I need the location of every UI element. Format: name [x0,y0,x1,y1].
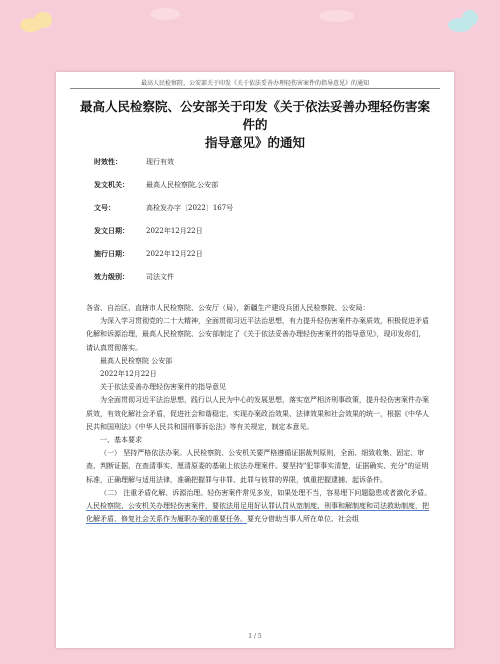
item-2-paragraph [86,487,432,527]
title-line-1: 最高人民检察院、公安部关于印发《关于依法妥善办理轻伤害案件的 [79,99,430,132]
meta-row-effective-date [94,242,424,265]
addressee-paragraph: 各省、自治区、直辖市人民检察院、公安厅（局），新疆生产建设兵团人民检察院、公安局： [86,304,370,312]
meta-value: 司法文件 [146,272,174,281]
preamble-paragraph: 为全面贯彻习近平法治思想，践行以人民为中心的发展思想，落实宽严相济刑事政策，提升轻伤害案件办案质效，有效化解社会矛盾，促进社会和谐稳定，实现办案政治效果、法律效果和社会效果的统一，根据《中华人民共和国刑法》《中华人民共和国刑事诉讼法》等有关规定，制定本意见。 [86,396,429,431]
item-2-text-a: （二） 注重矛盾化解、诉源治理。轻伤害案件常见多发，如果处理不当，容易埋下问题隐患或者激化矛盾。 [100,488,432,497]
meta-label: 效力级别： [94,271,129,281]
notice-paragraph: 为深入学习贯彻党的二十大精神，全面贯彻习近平法治思想，有力提升轻伤害案件办案质效，积极促进矛盾化解和诉源治理，最高人民检察院、公安部制定了《关于依法妥善办理轻伤害案件的指导意见》，现印发你们，请认真贯彻落实。 [86,317,429,352]
page-indicator: 1 / 5 [248,633,262,640]
title-line-2: 指导意见》的通知 [204,135,305,150]
highlighted-text: 人民检察院、公安机关办理轻伤害案件，要依法用足用好认罪认罚从宽制度、刑事和解制度和司法救助制度，把化解矛盾、修复社会关系作为履职办案的重要任务。 [86,502,429,524]
meta-label: 施行日期： [94,248,129,258]
meta-label: 文号： [94,202,115,212]
section-heading: 一、基本要求 [100,436,142,445]
document-page [56,72,454,648]
meta-row-doc-number [94,196,424,219]
decorative-clouds-top [0,0,500,70]
meta-row-level [94,265,424,288]
meta-label: 发文机关： [94,179,129,189]
meta-value: 2022年12月22日 [146,249,203,258]
meta-value: 现行有效 [146,157,174,166]
metadata-table [94,150,424,288]
header-divider [70,88,440,89]
opinion-title: 关于依法妥善办理轻伤害案件的指导意见 [100,383,226,392]
meta-value: 高检发办字〔2022〕167号 [146,203,234,212]
document-body [86,302,432,526]
meta-row-issue-date [94,219,424,242]
running-header: 最高人民检察院、公安部关于印发《关于依法妥善办理轻伤害案件的指导意见》的通知 [140,80,369,87]
document-title [74,98,436,152]
meta-label: 发文日期： [94,225,129,235]
meta-value: 2022年12月22日 [146,226,203,235]
meta-value: 最高人民检察院,公安部 [146,180,219,189]
meta-row-validity [94,150,424,173]
item-2-text-b: 要充分借助当事人所在单位、社会组 [247,515,359,524]
signature-org: 最高人民检察院 公安部 [100,356,173,365]
meta-row-issuer [94,173,424,196]
signature-date: 2022年12月22日 [100,370,157,379]
item-1-paragraph: （一） 坚持严格依法办案。人民检察院、公安机关要严格遵循证据裁判原则，全面、细致收集、固定、审查、判断证据，在查清事实、厘清原委的基础上依法办理案件。要坚持"犯罪事实清楚，证据确实、充分"的证明标准，正确理解与适用法律，准确把握罪与非罪、此罪与彼罪的界限，慎重把握逮捕、起诉条件。 [86,449,429,484]
meta-label: 时效性： [94,156,122,166]
